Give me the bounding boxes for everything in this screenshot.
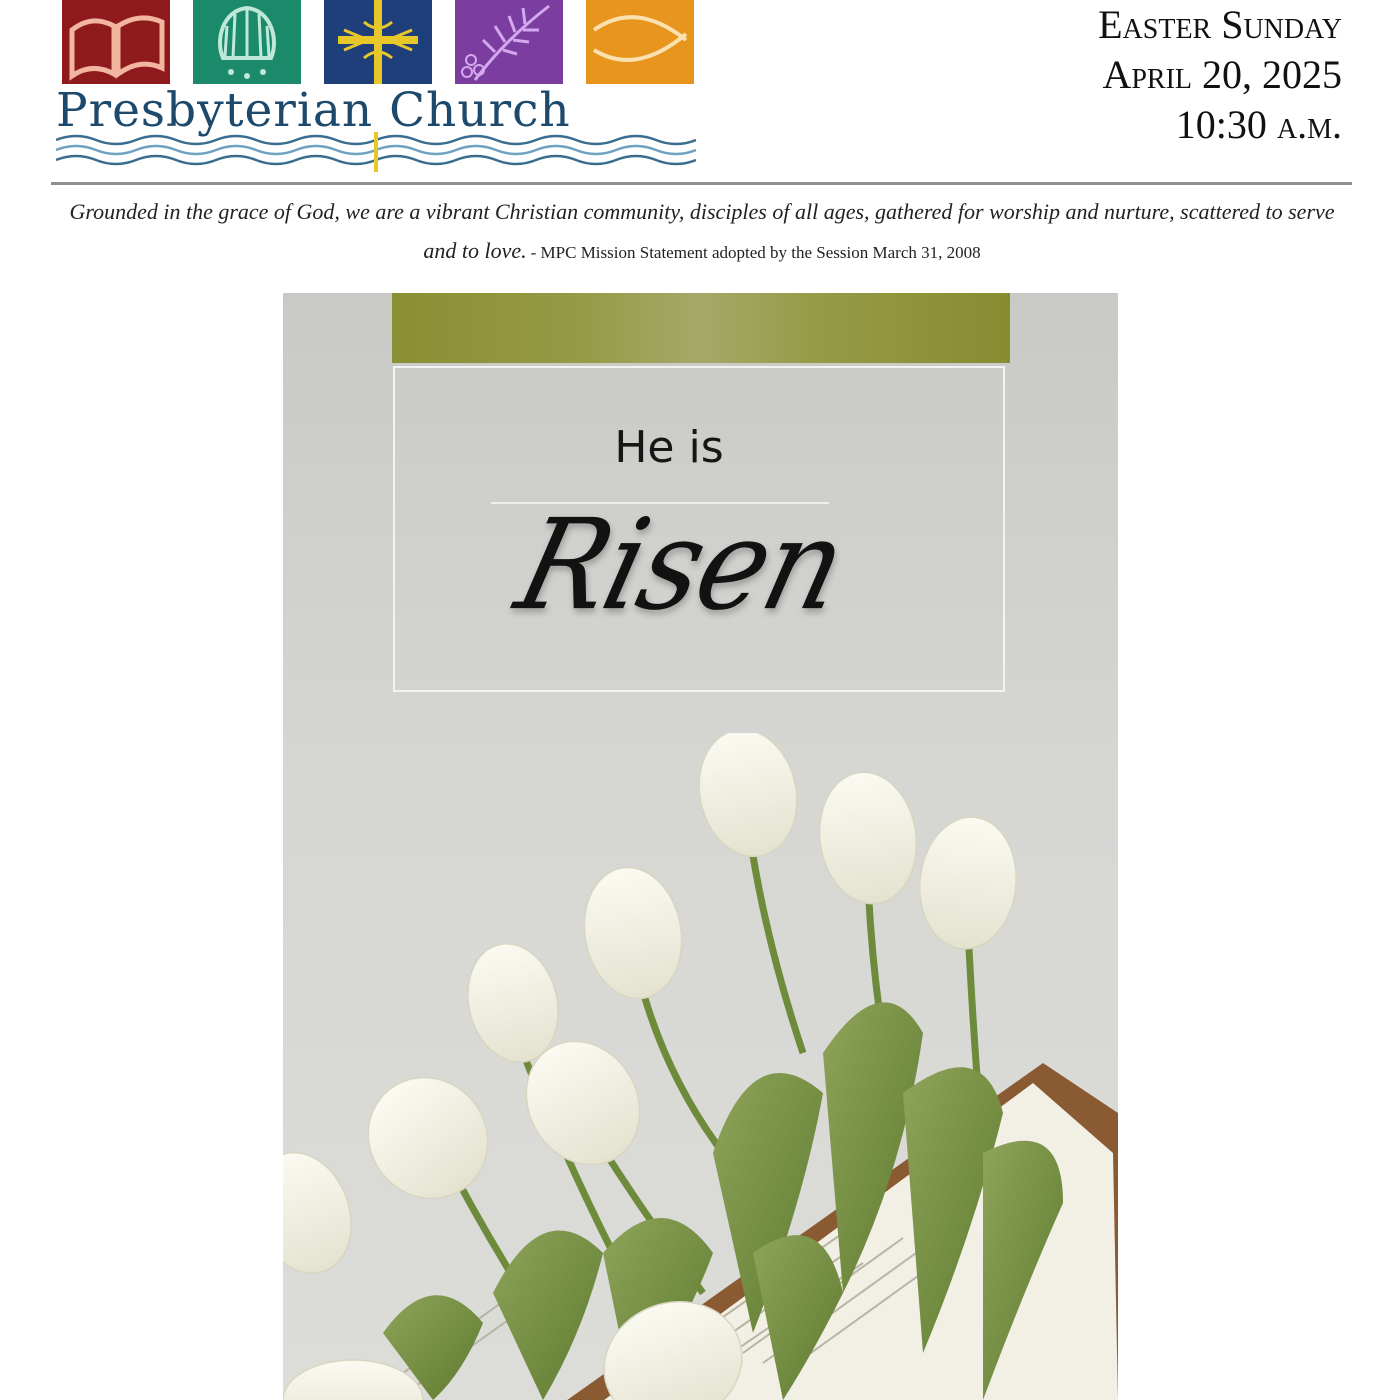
cover-line-1: He is xyxy=(614,422,724,473)
service-time-value: 10:30 xyxy=(1175,102,1267,147)
cover-title-box xyxy=(393,366,1005,692)
cover-image xyxy=(283,293,1118,1400)
tulips-bible-photo xyxy=(283,733,1118,1400)
cover-band xyxy=(392,293,1010,363)
cross-wheat-icon xyxy=(324,0,432,84)
church-name: Presbyterian Church xyxy=(56,83,571,138)
header-divider xyxy=(51,182,1352,185)
tulips-illustration xyxy=(283,733,1118,1400)
mission-attribution: - MPC Mission Statement adopted by the Session March 31, 2008 xyxy=(530,243,981,262)
mission-text: Grounded in the grace of God, we are a vibrant Christian community, disciples of all ages, gathered for worship and nurture, scattered to serve and to love. xyxy=(69,199,1335,263)
service-date: April 20, 2025 xyxy=(1102,52,1342,97)
logo-symbols xyxy=(62,0,694,86)
mission-statement xyxy=(60,194,1344,272)
fish-icon xyxy=(586,0,694,84)
service-title: Easter Sunday xyxy=(1098,2,1342,47)
service-time-suffix: a.m. xyxy=(1276,102,1342,147)
palm-grapes-icon xyxy=(455,0,563,84)
shell-icon xyxy=(193,0,301,84)
waves-icon xyxy=(56,132,696,174)
service-info xyxy=(1098,0,1342,150)
service-time xyxy=(1098,100,1342,150)
open-book-icon xyxy=(62,0,170,84)
church-logo xyxy=(56,0,696,178)
cover-line-2: Risen xyxy=(504,492,858,639)
